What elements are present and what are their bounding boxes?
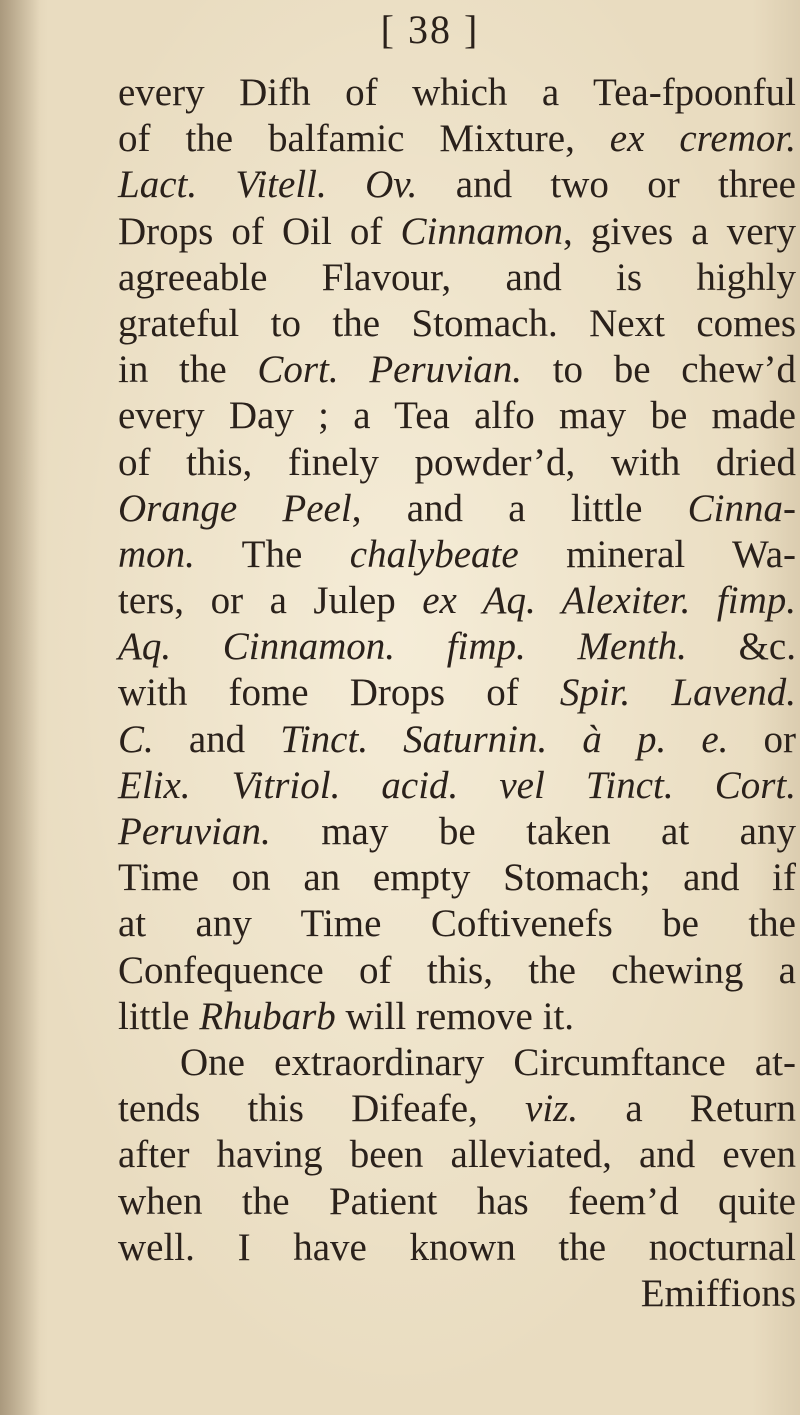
- text-line: ters, or a Julep ex Aq. Alexiter. fimp.: [118, 579, 797, 623]
- page-gutter-shadow: [0, 0, 40, 1415]
- text-line: Drops of Oil of Cinnamon, gives a very: [118, 209, 796, 253]
- text-line: Orange Peel, and a little Cinna-: [118, 486, 796, 530]
- text-line: Lact. Vitell. Ov. and two or three: [118, 163, 796, 207]
- text-line: when the Patient has feem’d quite: [118, 1179, 796, 1223]
- text-line: Aq. Cinnamon. fimp. Menth. &c.: [118, 625, 796, 669]
- text-line: Elix. Vitriol. acid. vel Tinct. Cort.: [118, 763, 796, 807]
- text-line: Confequence of this, the chewing a: [118, 948, 796, 992]
- text-line: with fome Drops of Spir. Lavend.: [118, 671, 796, 715]
- text-line: grateful to the Stomach. Next comes: [118, 301, 796, 345]
- text-line: every Difh of which a Tea-fpoonful: [118, 71, 796, 114]
- text-line: in the Cort. Peruvian. to be chew’d: [118, 348, 797, 392]
- catchword: Emiffions: [640, 1271, 796, 1315]
- text-line: well. I have known the nocturnal: [118, 1225, 796, 1269]
- text-line: Peruvian. may be taken at any: [118, 810, 796, 853]
- text-line: at any Time Coftivenefs be the: [118, 902, 796, 946]
- text-line: after having been alleviated, and even: [118, 1133, 796, 1177]
- text-line: C. and Tinct. Saturnin. à p. e. or: [118, 717, 796, 761]
- text-line: Time on an empty Stomach; and if: [118, 856, 796, 900]
- text-line: little Rhubarb will remove it.: [118, 994, 575, 1038]
- body-text: [118, 70, 796, 1317]
- text-line: agreeable Flavour, and is highly: [118, 255, 796, 299]
- text-line: every Day ; a Tea alfo may be made: [118, 394, 796, 438]
- text-line: of the balfamic Mixture, ex cremor.: [118, 117, 796, 161]
- paragraph-start-line: One extraordinary Circumftance at-: [180, 1040, 796, 1084]
- text-line: of this, finely powder’d, with dried: [118, 440, 796, 484]
- text-line: mon. The chalybeate mineral Wa-: [118, 532, 796, 576]
- page-number: [ 38 ]: [380, 7, 480, 52]
- text-line: tends this Difeafe, viz. a Return: [118, 1087, 796, 1131]
